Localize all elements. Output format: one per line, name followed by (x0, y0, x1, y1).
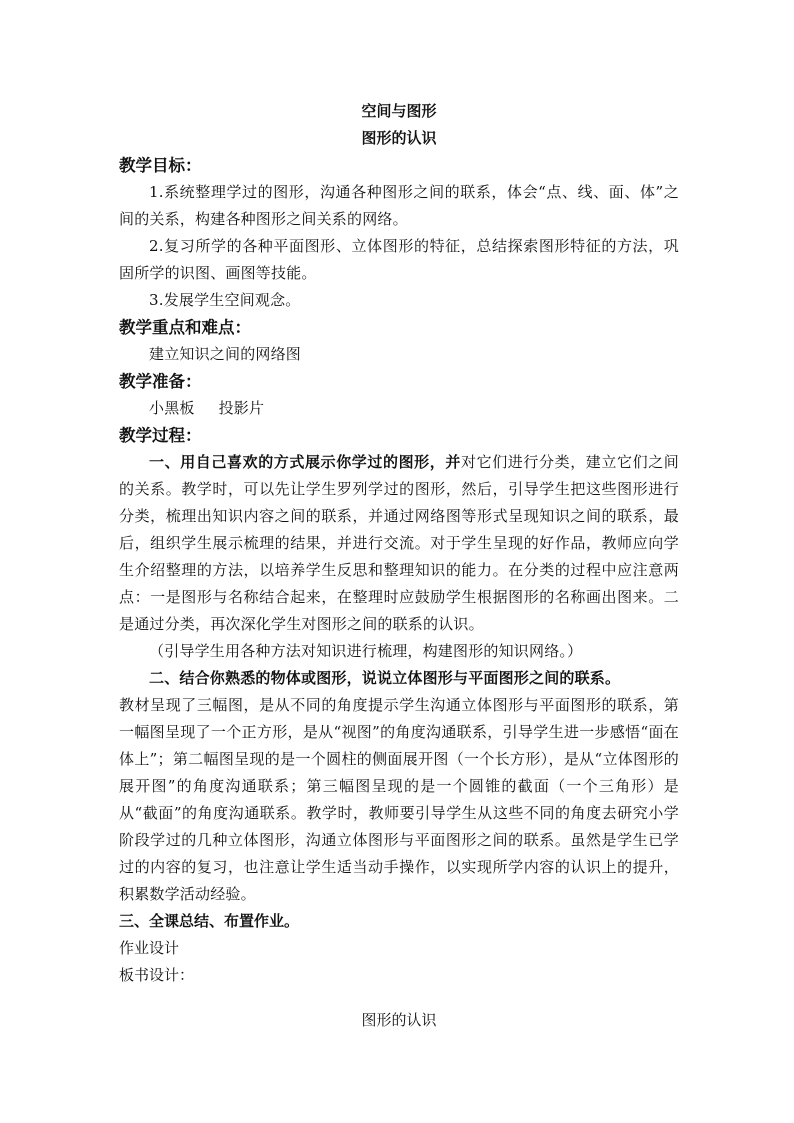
board-label: 板书设计： (119, 966, 195, 984)
homework-label: 作业设计 (119, 939, 180, 957)
step1-text: 对它们进行分类，建立它们之间的关系。教学时，可以先让学生罗列学过的图形，然后，引导学生把这些图形进行分类，梳理出知识内容之间的联系，并通过网络图等形式呈现知识之间的联系，最后，组织学生展示梳理的结果，并进行交流。对于学生呈现的好作品，教师应向学生介绍整理的方法，以培养学生反思和整理知识的能力。在分类的过程中应注意两点：一是图形与名称结合起来，在整理时应鼓励学生根据图形的名称画出图来。二是通过分类，再次深化学生对图形之间的联系的认识。 (119, 453, 679, 633)
step1-note: （引导学生用各种方法对知识进行梳理，构建图形的知识网络。） (149, 642, 583, 660)
keypoints-text: 建立知识之间的网络图 (149, 345, 302, 363)
step1-lead: 一、用自己喜欢的方式展示你学过的图形，并 (149, 453, 461, 471)
document-subtitle: 图形的认识 (361, 129, 437, 147)
step2-lead: 二、结合你熟悉的物体或图形，说说立体图形与平面图形之间的联系。 (149, 669, 621, 687)
keypoints-heading: 教学重点和难点： (119, 318, 251, 337)
prep-heading: 教学准备： (119, 372, 202, 391)
goal-item-2: 2.复习所学的各种平面图形、立体图形的特征，总结探索图形特征的方法，巩固所学的识图、画图等技能。 (119, 237, 679, 282)
document-title: 空间与图形 (361, 102, 437, 120)
process-heading: 教学过程： (119, 426, 202, 445)
prep-items (119, 395, 679, 422)
goals-heading: 教学目标： (119, 156, 202, 175)
goal-item-1: 1.系统整理学过的图形，沟通各种图形之间的联系，体会“点、线、面、体”之间的关系，构建各种图形之间关系的网络。 (119, 183, 679, 228)
goal-item-3: 3.发展学生空间观念。 (149, 291, 301, 309)
document-content (119, 98, 679, 1034)
step2-text: 教材呈现了三幅图，是从不同的角度提示学生沟通立体图形与平面图形的联系，第一幅图呈现了一个正方形，是从“视图”的角度沟通联系，引导学生进一步感悟“面在体上”；第二幅图呈现的是一个圆柱的侧面展开图（一个长方形），是从“立体图形的展开图”的角度沟通联系；第三幅图呈现的是一个圆锥的截面（一个三角形）是从“截面”的角度沟通联系。教学时，教师要引导学生从这些不同的角度去研究小学阶段学过的几种立体图形，沟通立体图形与平面图形之间的联系。虽然是学生已学过的内容的复习，也注意让学生适当动手操作，以实现所学内容的认识上的提升，积累数学活动经验。 (119, 696, 679, 903)
board-title: 图形的认识 (361, 1011, 437, 1029)
step1-paragraph (119, 449, 679, 638)
prep-item-blackboard: 小黑板 (149, 399, 195, 417)
step3-heading: 三、全课总结、布置作业。 (119, 912, 300, 930)
prep-item-slides: 投影片 (218, 399, 265, 417)
